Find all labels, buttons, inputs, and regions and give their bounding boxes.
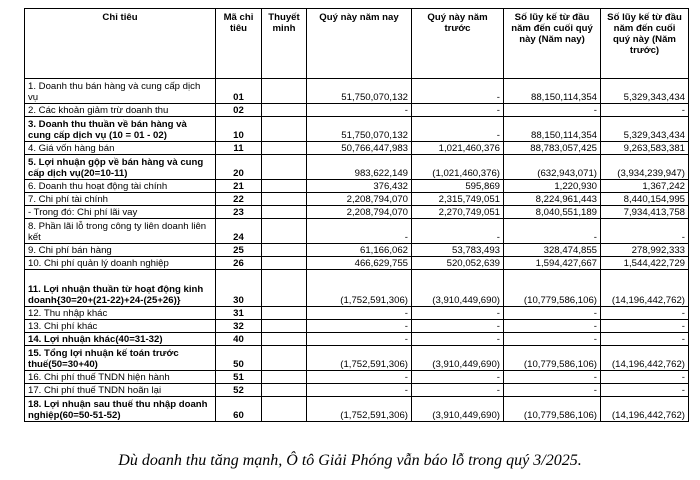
row-indicator: 18. Lợi nhuận sau thuế thu nhập doanh nghiệp(60=50-51-52) [25, 397, 216, 422]
table-row [25, 320, 689, 333]
row-ytd-prior: 278,992,333 [601, 244, 689, 257]
row-ytd-prior: (3,934,239,947) [601, 155, 689, 180]
row-note [262, 117, 307, 142]
row-ytd-current: 8,224,961,443 [504, 193, 601, 206]
row-indicator: 8. Phần lãi lỗ trong công ty liên doanh liên kết [25, 219, 216, 244]
row-ytd-current: - [504, 320, 601, 333]
table-row [25, 180, 689, 193]
row-current-quarter: 2,208,794,070 [307, 193, 412, 206]
row-current-quarter: - [307, 320, 412, 333]
row-code: 26 [216, 257, 262, 270]
row-indicator: 14. Lợi nhuận khác(40=31-32) [25, 333, 216, 346]
row-current-quarter: - [307, 307, 412, 320]
row-ytd-current: (10,779,586,106) [504, 270, 601, 307]
row-indicator: 9. Chi phí bán hàng [25, 244, 216, 257]
row-note [262, 244, 307, 257]
table-row [25, 219, 689, 244]
row-current-quarter: 61,166,062 [307, 244, 412, 257]
row-ytd-prior: 5,329,343,434 [601, 79, 689, 104]
row-prior-quarter: - [412, 371, 504, 384]
row-code: 60 [216, 397, 262, 422]
row-ytd-prior: (14,196,442,762) [601, 270, 689, 307]
row-current-quarter: - [307, 219, 412, 244]
table-row [25, 104, 689, 117]
row-note [262, 333, 307, 346]
row-ytd-prior: (14,196,442,762) [601, 346, 689, 371]
header-ytd-current: Số lũy kế từ đầu năm đến cuối quý này (Năm nay) [504, 9, 601, 79]
row-prior-quarter: 53,783,493 [412, 244, 504, 257]
row-prior-quarter: - [412, 219, 504, 244]
row-note [262, 307, 307, 320]
row-indicator: 15. Tổng lợi nhuận kế toán trước thuế(50=30+40) [25, 346, 216, 371]
row-ytd-prior: 7,934,413,758 [601, 206, 689, 219]
row-ytd-current: - [504, 371, 601, 384]
row-indicator: - Trong đó: Chi phí lãi vay [25, 206, 216, 219]
row-code: 40 [216, 333, 262, 346]
table-row [25, 206, 689, 219]
row-prior-quarter: 1,021,460,376 [412, 142, 504, 155]
table-row [25, 79, 689, 104]
row-prior-quarter: - [412, 307, 504, 320]
row-code: 52 [216, 384, 262, 397]
row-prior-quarter: - [412, 320, 504, 333]
row-ytd-current: 1,220,930 [504, 180, 601, 193]
table-row [25, 371, 689, 384]
table-row [25, 270, 689, 307]
row-ytd-current: - [504, 384, 601, 397]
row-code: 22 [216, 193, 262, 206]
row-code: 24 [216, 219, 262, 244]
row-current-quarter: - [307, 104, 412, 117]
header-indicator: Chỉ tiêu [25, 9, 216, 79]
row-code: 20 [216, 155, 262, 180]
row-note [262, 219, 307, 244]
row-ytd-current: (10,779,586,106) [504, 397, 601, 422]
row-code: 50 [216, 346, 262, 371]
row-note [262, 104, 307, 117]
row-indicator: 12. Thu nhập khác [25, 307, 216, 320]
row-ytd-current: 8,040,551,189 [504, 206, 601, 219]
table-body [25, 79, 689, 422]
table-row [25, 117, 689, 142]
table-row [25, 307, 689, 320]
table-row [25, 346, 689, 371]
row-note [262, 270, 307, 307]
row-ytd-current: (10,779,586,106) [504, 346, 601, 371]
row-note [262, 384, 307, 397]
row-prior-quarter: (3,910,449,690) [412, 346, 504, 371]
row-prior-quarter: (3,910,449,690) [412, 397, 504, 422]
row-ytd-current: - [504, 219, 601, 244]
row-current-quarter: (1,752,591,306) [307, 346, 412, 371]
row-current-quarter: 50,766,447,983 [307, 142, 412, 155]
row-note [262, 79, 307, 104]
row-note [262, 206, 307, 219]
row-indicator: 3. Doanh thu thuần về bán hàng và cung cấp dịch vụ (10 = 01 - 02) [25, 117, 216, 142]
row-indicator: 4. Giá vốn hàng bán [25, 142, 216, 155]
row-note [262, 193, 307, 206]
row-code: 51 [216, 371, 262, 384]
row-ytd-current: - [504, 104, 601, 117]
row-ytd-prior: - [601, 333, 689, 346]
row-prior-quarter: - [412, 117, 504, 142]
row-code: 11 [216, 142, 262, 155]
row-current-quarter: 51,750,070,132 [307, 79, 412, 104]
row-current-quarter: 51,750,070,132 [307, 117, 412, 142]
row-note [262, 397, 307, 422]
row-current-quarter: 2,208,794,070 [307, 206, 412, 219]
row-prior-quarter: 520,052,639 [412, 257, 504, 270]
row-indicator: 13. Chi phí khác [25, 320, 216, 333]
row-note [262, 180, 307, 193]
row-indicator: 1. Doanh thu bán hàng và cung cấp dịch vụ [25, 79, 216, 104]
row-ytd-current: - [504, 333, 601, 346]
row-indicator: 5. Lợi nhuận gộp về bán hàng và cung cấp dịch vụ(20=10-11) [25, 155, 216, 180]
income-statement-table [24, 8, 689, 422]
row-ytd-prior: - [601, 104, 689, 117]
table-row [25, 397, 689, 422]
row-ytd-prior: - [601, 219, 689, 244]
row-current-quarter: - [307, 333, 412, 346]
row-current-quarter: - [307, 384, 412, 397]
row-prior-quarter: 595,869 [412, 180, 504, 193]
row-current-quarter: 466,629,755 [307, 257, 412, 270]
row-current-quarter: (1,752,591,306) [307, 397, 412, 422]
row-code: 30 [216, 270, 262, 307]
row-note [262, 142, 307, 155]
row-prior-quarter: - [412, 79, 504, 104]
row-code: 25 [216, 244, 262, 257]
header-row [25, 9, 689, 79]
row-ytd-prior: 8,440,154,995 [601, 193, 689, 206]
row-ytd-prior: 9,263,583,381 [601, 142, 689, 155]
row-prior-quarter: (3,910,449,690) [412, 270, 504, 307]
row-current-quarter: 376,432 [307, 180, 412, 193]
row-ytd-prior: - [601, 307, 689, 320]
row-note [262, 371, 307, 384]
table-row [25, 142, 689, 155]
table-row [25, 155, 689, 180]
row-code: 10 [216, 117, 262, 142]
row-code: 31 [216, 307, 262, 320]
row-ytd-prior: - [601, 384, 689, 397]
row-ytd-prior: - [601, 320, 689, 333]
row-ytd-prior: 5,329,343,434 [601, 117, 689, 142]
row-ytd-current: 88,150,114,354 [504, 117, 601, 142]
row-prior-quarter: - [412, 333, 504, 346]
row-code: 23 [216, 206, 262, 219]
row-prior-quarter: - [412, 384, 504, 397]
row-indicator: 11. Lợi nhuận thuần từ hoạt động kinh doanh{30=20+(21-22)+24-(25+26)} [25, 270, 216, 307]
header-code: Mã chỉ tiêu [216, 9, 262, 79]
row-ytd-current: 88,783,057,425 [504, 142, 601, 155]
row-ytd-prior: 1,544,422,729 [601, 257, 689, 270]
row-note [262, 346, 307, 371]
table-row [25, 244, 689, 257]
row-note [262, 320, 307, 333]
table-row [25, 257, 689, 270]
table-row [25, 384, 689, 397]
row-code: 21 [216, 180, 262, 193]
row-prior-quarter: 2,270,749,051 [412, 206, 504, 219]
row-ytd-current: 88,150,114,354 [504, 79, 601, 104]
row-current-quarter: - [307, 371, 412, 384]
row-indicator: 10. Chi phí quản lý doanh nghiệp [25, 257, 216, 270]
row-ytd-current: 328,474,855 [504, 244, 601, 257]
row-indicator: 7. Chi phí tài chính [25, 193, 216, 206]
row-current-quarter: (1,752,591,306) [307, 270, 412, 307]
row-ytd-current: (632,943,071) [504, 155, 601, 180]
row-ytd-prior: 1,367,242 [601, 180, 689, 193]
row-code: 02 [216, 104, 262, 117]
row-indicator: 16. Chi phí thuế TNDN hiện hành [25, 371, 216, 384]
caption: Dù doanh thu tăng mạnh, Ô tô Giải Phóng vẫn báo lỗ trong quý 3/2025. [118, 452, 582, 469]
row-ytd-current: 1,594,427,667 [504, 257, 601, 270]
header-prior-quarter: Quý này năm trước [412, 9, 504, 79]
header-ytd-prior: Số lũy kế từ đầu năm đến cuối quý này (Năm trước) [601, 9, 689, 79]
table-row [25, 193, 689, 206]
row-prior-quarter: - [412, 104, 504, 117]
row-code: 32 [216, 320, 262, 333]
row-indicator: 17. Chi phí thuế TNDN hoãn lại [25, 384, 216, 397]
row-note [262, 155, 307, 180]
row-code: 01 [216, 79, 262, 104]
row-note [262, 257, 307, 270]
table-row [25, 333, 689, 346]
header-note: Thuyết minh [262, 9, 307, 79]
row-ytd-current: - [504, 307, 601, 320]
header-current-quarter: Quý này năm nay [307, 9, 412, 79]
row-indicator: 2. Các khoản giảm trừ doanh thu [25, 104, 216, 117]
row-ytd-prior: (14,196,442,762) [601, 397, 689, 422]
row-current-quarter: 983,622,149 [307, 155, 412, 180]
row-prior-quarter: 2,315,749,051 [412, 193, 504, 206]
row-ytd-prior: - [601, 371, 689, 384]
row-indicator: 6. Doanh thu hoạt động tài chính [25, 180, 216, 193]
row-prior-quarter: (1,021,460,376) [412, 155, 504, 180]
